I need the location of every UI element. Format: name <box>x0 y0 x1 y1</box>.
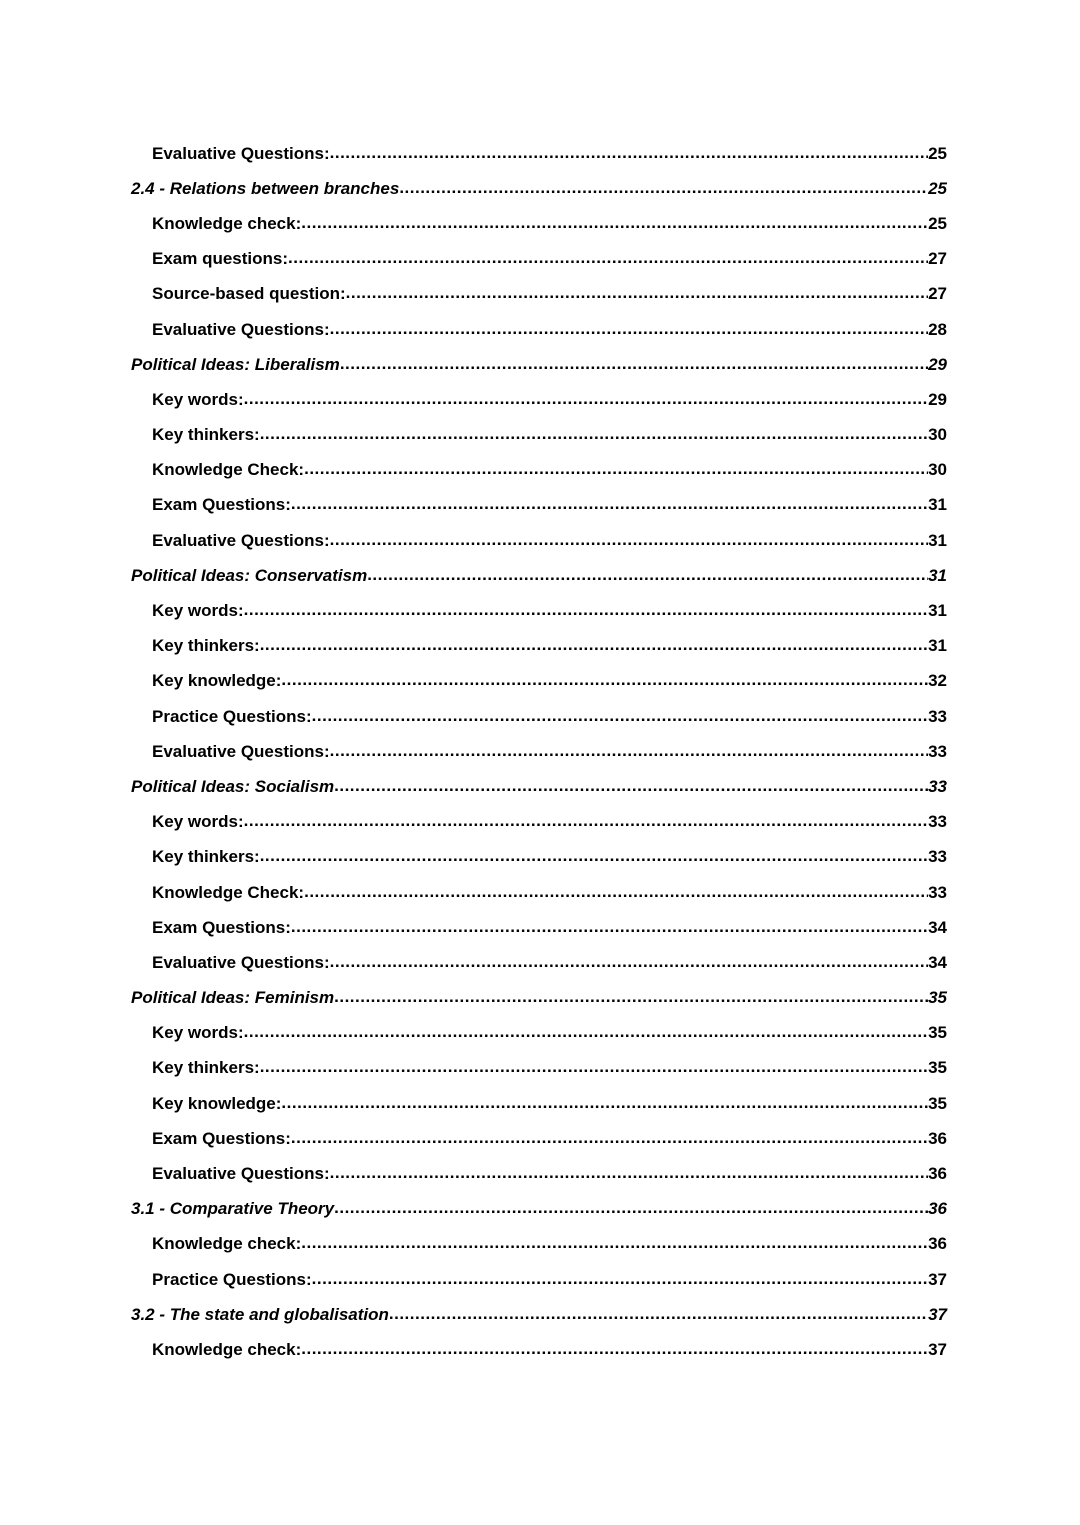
toc-page-number: 31 <box>928 636 947 656</box>
toc-entry-title: Key words: <box>152 1023 244 1043</box>
toc-page-number: 31 <box>928 565 947 585</box>
toc-entry-title: Key thinkers: <box>152 636 260 656</box>
dot-leader <box>330 742 928 762</box>
toc-entry-line <box>152 425 947 445</box>
toc-entry-line <box>152 144 947 164</box>
toc-entry-title: Key words: <box>152 389 244 409</box>
toc-page-number: 36 <box>928 1234 947 1254</box>
dot-leader <box>334 777 928 797</box>
toc-section-entry[interactable] <box>0 981 1080 1016</box>
dot-leader <box>330 953 928 973</box>
toc-subsection-entry[interactable] <box>0 629 1080 664</box>
toc-page-number: 33 <box>928 812 947 832</box>
toc-subsection-entry[interactable] <box>0 277 1080 312</box>
dot-leader <box>301 214 928 234</box>
toc-entry-title: Key words: <box>152 601 244 621</box>
dot-leader <box>260 847 928 867</box>
toc-page-number: 25 <box>928 178 947 198</box>
toc-subsection-entry[interactable] <box>0 1262 1080 1297</box>
dot-leader <box>340 355 928 375</box>
toc-page-number: 33 <box>928 776 947 796</box>
toc-page-number: 31 <box>928 530 947 550</box>
toc-section-entry[interactable] <box>0 347 1080 382</box>
toc-entry-line <box>152 1234 947 1254</box>
dot-leader <box>304 883 928 903</box>
toc-page-number: 33 <box>928 706 947 726</box>
toc-page-number: 35 <box>928 1023 947 1043</box>
toc-page-number: 27 <box>928 249 947 269</box>
dot-leader <box>260 425 928 445</box>
toc-page-number: 27 <box>928 284 947 304</box>
toc-entry-line <box>152 601 947 621</box>
toc-page-number: 30 <box>928 425 947 445</box>
dot-leader <box>281 671 928 691</box>
toc-entry-title: Political Ideas: Feminism <box>131 988 335 1008</box>
toc-entry-line <box>152 953 947 973</box>
toc-entry-title: Political Ideas: Conservatism <box>131 565 368 585</box>
dot-leader <box>260 1058 928 1078</box>
dot-leader <box>244 601 928 621</box>
toc-entry-line <box>152 1058 947 1078</box>
toc-entry-line <box>152 671 947 691</box>
toc-entry-title: 3.1 - Comparative Theory <box>131 1199 335 1219</box>
toc-entry-title: Exam Questions: <box>152 917 291 937</box>
toc-entry-title: Key words: <box>152 812 244 832</box>
dot-leader <box>330 1164 928 1184</box>
dot-leader <box>312 707 928 727</box>
toc-subsection-entry[interactable] <box>0 945 1080 980</box>
toc-entry-title: 2.4 - Relations between branches <box>131 178 400 198</box>
toc-page-number: 28 <box>928 319 947 339</box>
toc-section-entry[interactable] <box>0 1297 1080 1332</box>
dot-leader <box>301 1234 928 1254</box>
toc-entry-line <box>152 636 947 656</box>
toc-entry-title: Evaluative Questions: <box>152 952 330 972</box>
toc-entry-title: Practice Questions: <box>152 706 312 726</box>
toc-subsection-entry[interactable] <box>0 312 1080 347</box>
toc-entry-line <box>152 460 947 480</box>
toc-page-number: 36 <box>928 1164 947 1184</box>
toc-entry-title: Political Ideas: Socialism <box>131 776 335 796</box>
toc-subsection-entry[interactable] <box>0 1227 1080 1262</box>
dot-leader <box>346 284 928 304</box>
toc-entry-line <box>152 1164 947 1184</box>
dot-leader <box>288 249 928 269</box>
toc-entry-title: Knowledge check: <box>152 1339 302 1359</box>
toc-entry-line <box>152 284 947 304</box>
toc-page-number: 37 <box>928 1304 947 1324</box>
toc-page-number: 32 <box>928 671 947 691</box>
toc-subsection-entry[interactable] <box>0 734 1080 769</box>
dot-leader <box>244 390 928 410</box>
toc-page-number: 25 <box>928 213 947 233</box>
toc-subsection-entry[interactable] <box>0 1121 1080 1156</box>
dot-leader <box>399 179 928 199</box>
toc-entry-title: Key knowledge: <box>152 671 282 691</box>
toc-page-number: 33 <box>928 741 947 761</box>
dot-leader <box>281 1094 928 1114</box>
toc-section-entry[interactable] <box>0 558 1080 593</box>
toc-subsection-entry[interactable] <box>0 699 1080 734</box>
dot-leader <box>291 495 928 515</box>
toc-page-number: 34 <box>928 952 947 972</box>
dot-leader <box>334 1199 928 1219</box>
dot-leader <box>291 1129 928 1149</box>
toc-entry-line <box>152 214 947 234</box>
toc-entry-title: Key thinkers: <box>152 847 260 867</box>
toc-page-number: 29 <box>928 354 947 374</box>
toc-entry-line <box>152 1129 947 1149</box>
toc-entry-line <box>152 390 947 410</box>
toc-entry-line <box>152 495 947 515</box>
toc-subsection-entry[interactable] <box>0 242 1080 277</box>
toc-entry-line <box>131 1199 947 1219</box>
toc-entry-line <box>131 988 947 1008</box>
toc-entry-line <box>152 1270 947 1290</box>
dot-leader <box>244 812 928 832</box>
toc-subsection-entry[interactable] <box>0 805 1080 840</box>
toc-subsection-entry[interactable] <box>0 1051 1080 1086</box>
dot-leader <box>330 144 928 164</box>
toc-entry-line <box>152 249 947 269</box>
dot-leader <box>244 1023 928 1043</box>
toc-subsection-entry[interactable] <box>0 1086 1080 1121</box>
toc-page-number: 31 <box>928 495 947 515</box>
toc-page-number: 37 <box>928 1269 947 1289</box>
toc-entry-title: Knowledge Check: <box>152 460 305 480</box>
toc-entry-line <box>131 179 947 199</box>
toc-entry-line <box>152 812 947 832</box>
toc-page-number: 36 <box>928 1199 947 1219</box>
toc-entry-title: Source-based question: <box>152 284 346 304</box>
toc-entry-line <box>131 566 947 586</box>
toc-entry-title: Evaluative Questions: <box>152 741 330 761</box>
toc-entry-title: Exam questions: <box>152 249 289 269</box>
toc-page-number: 31 <box>928 601 947 621</box>
toc-subsection-entry[interactable] <box>0 136 1080 171</box>
toc-section-entry[interactable] <box>0 1192 1080 1227</box>
toc-entry-line <box>152 320 947 340</box>
toc-subsection-entry[interactable] <box>0 840 1080 875</box>
toc-entry-line <box>152 1340 947 1360</box>
toc-subsection-entry[interactable] <box>0 1016 1080 1051</box>
toc-page-number: 35 <box>928 988 947 1008</box>
toc-subsection-entry[interactable] <box>0 418 1080 453</box>
dot-leader <box>330 531 928 551</box>
toc-entry-line <box>131 1305 947 1325</box>
table-of-contents <box>0 136 1080 1368</box>
toc-subsection-entry[interactable] <box>0 910 1080 945</box>
toc-page-number: 29 <box>928 389 947 409</box>
toc-entry-title: Knowledge Check: <box>152 882 305 902</box>
toc-entry-title: Evaluative Questions: <box>152 319 330 339</box>
toc-entry-title: Evaluative Questions: <box>152 530 330 550</box>
toc-subsection-entry[interactable] <box>0 664 1080 699</box>
toc-entry-line <box>152 847 947 867</box>
toc-entry-title: Evaluative Questions: <box>152 1164 330 1184</box>
toc-page-number: 30 <box>928 460 947 480</box>
toc-entry-title: Key thinkers: <box>152 1058 260 1078</box>
toc-page-number: 34 <box>928 917 947 937</box>
toc-entry-line <box>131 355 947 375</box>
dot-leader <box>291 918 928 938</box>
dot-leader <box>312 1270 928 1290</box>
toc-entry-line <box>152 1094 947 1114</box>
toc-subsection-entry[interactable] <box>0 875 1080 910</box>
dot-leader <box>389 1305 928 1325</box>
toc-section-entry[interactable] <box>0 171 1080 206</box>
toc-subsection-entry[interactable] <box>0 1332 1080 1367</box>
toc-entry-line <box>131 777 947 797</box>
toc-section-entry[interactable] <box>0 769 1080 804</box>
dot-leader <box>367 566 928 586</box>
toc-entry-line <box>152 1023 947 1043</box>
toc-entry-title: Practice Questions: <box>152 1269 312 1289</box>
toc-entry-line <box>152 918 947 938</box>
toc-entry-title: Key thinkers: <box>152 425 260 445</box>
dot-leader <box>330 320 928 340</box>
toc-subsection-entry[interactable] <box>0 206 1080 241</box>
toc-page-number: 37 <box>928 1339 947 1359</box>
toc-entry-title: Evaluative Questions: <box>152 143 330 163</box>
toc-subsection-entry[interactable] <box>0 382 1080 417</box>
toc-page-number: 25 <box>928 143 947 163</box>
toc-subsection-entry[interactable] <box>0 453 1080 488</box>
toc-page-number: 36 <box>928 1128 947 1148</box>
dot-leader <box>334 988 928 1008</box>
toc-entry-line <box>152 531 947 551</box>
toc-entry-title: 3.2 - The state and globalisation <box>131 1304 389 1324</box>
dot-leader <box>301 1340 928 1360</box>
toc-page-number: 33 <box>928 847 947 867</box>
toc-entry-title: Knowledge check: <box>152 1234 302 1254</box>
toc-subsection-entry[interactable] <box>0 523 1080 558</box>
toc-entry-title: Exam Questions: <box>152 495 291 515</box>
toc-entry-title: Political Ideas: Liberalism <box>131 354 340 374</box>
toc-subsection-entry[interactable] <box>0 488 1080 523</box>
toc-subsection-entry[interactable] <box>0 1156 1080 1191</box>
toc-page-number: 35 <box>928 1058 947 1078</box>
dot-leader <box>304 460 928 480</box>
toc-page-number: 35 <box>928 1093 947 1113</box>
toc-entry-title: Exam Questions: <box>152 1128 291 1148</box>
toc-entry-line <box>152 742 947 762</box>
toc-entry-line <box>152 707 947 727</box>
toc-entry-title: Key knowledge: <box>152 1093 282 1113</box>
toc-subsection-entry[interactable] <box>0 593 1080 628</box>
toc-page-number: 33 <box>928 882 947 902</box>
toc-entry-line <box>152 883 947 903</box>
toc-entry-title: Knowledge check: <box>152 213 302 233</box>
dot-leader <box>260 636 928 656</box>
